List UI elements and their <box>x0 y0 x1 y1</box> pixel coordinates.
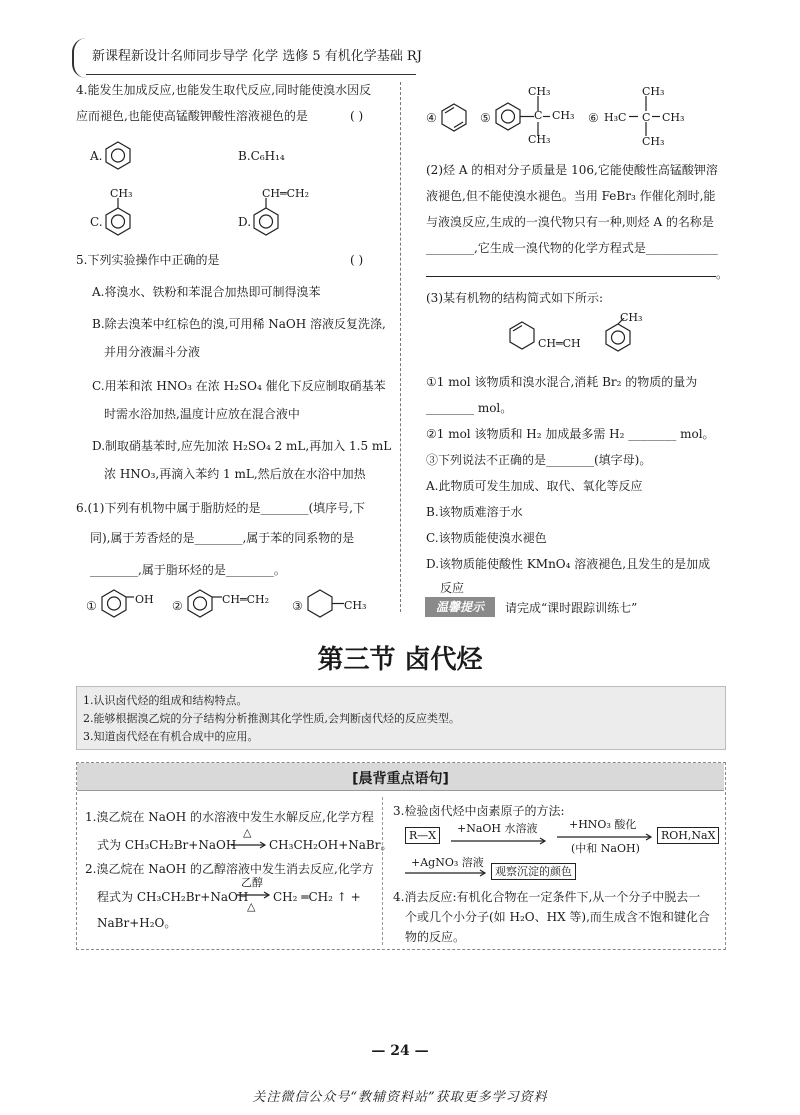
q6-struct6-ch3-right: CH₃ <box>662 111 685 124</box>
q6-2-line4: ________,它生成一溴代物的化学方程式是____________ <box>426 241 718 255</box>
reaction-arrow-icon <box>451 837 547 845</box>
q6-struct6-h3c: H₃C <box>604 111 627 124</box>
q5-answer-paren: ( ) <box>350 253 364 267</box>
recite-step3: +AgNO₃ 溶液 <box>411 856 484 869</box>
cyclohexadiene-structure-icon <box>440 102 468 132</box>
recite-point4-line1: 4.消去反应:有机化合物在一定条件下,从一个分子中脱去一 <box>393 890 701 904</box>
q6-3-option-d-line2: 反应 <box>440 581 465 595</box>
q6-struct5-ch3-right: CH₃ <box>552 109 575 122</box>
q6-3-item3: ③下列说法不正确的是________(填字母)。 <box>426 453 652 467</box>
header-rule <box>86 74 416 75</box>
recite-point1-heat: △ <box>243 826 252 839</box>
q6-struct5-ch3-top: CH₃ <box>528 85 551 98</box>
recite-point2-line1: 2.溴乙烷在 NaOH 的乙醇溶液中发生消去反应,化学方 <box>85 862 374 876</box>
recite-rx-box: R—X <box>405 827 440 844</box>
q5-line1: 5.下列实验操作中正确的是 <box>76 253 220 267</box>
footer-note: 关注微信公众号“教辅资料站”获取更多学习资料 <box>252 1090 548 1105</box>
q4-d-vinyl-label: CH═CH₂ <box>262 187 310 200</box>
morning-recite-title: [晨背重点语句] <box>352 771 449 787</box>
learning-objectives <box>76 686 726 750</box>
page-number: — 24 — <box>371 1043 429 1059</box>
q6-line3: ________,属于脂环烃的是________。 <box>90 563 286 577</box>
cyclohexene-ring-icon <box>508 320 538 352</box>
q6-struct6-num: ⑥ <box>588 111 599 125</box>
q4-option-c: C. <box>90 215 103 229</box>
q6-struct5-c: C <box>534 109 543 122</box>
benzene-ring-icon <box>104 140 132 170</box>
q6-3-item1b: ________ mol。 <box>426 401 513 415</box>
recite-point1-eq-left: 式为 CH₃CH₂Br+NaOH <box>97 838 237 852</box>
q6-struct6-ch3-bottom: CH₃ <box>642 135 665 148</box>
q6-3-option-d-line1: D.该物质能使酸性 KMnO₄ 溶液褪色,且发生的是加成 <box>426 557 711 571</box>
morning-recite-header <box>77 763 724 791</box>
recite-point2-heat: △ <box>247 900 256 913</box>
q6-struct5-ch3-bottom: CH₃ <box>528 133 551 146</box>
phenol-structure-icon <box>100 588 134 618</box>
q6-3-vinylene: CH═CH <box>538 337 581 350</box>
q6-struct2-num: ② <box>172 599 183 613</box>
q5-option-d-line1: D.制取硝基苯时,应先加浓 H₂SO₄ 2 mL,再加入 1.5 mL <box>92 439 392 453</box>
q4-line1: 4.能发生加成反应,也能发生取代反应,同时能使溴水因反 <box>76 83 372 97</box>
column-divider <box>400 82 401 612</box>
recite-product-box: ROH,NaX <box>657 827 719 844</box>
q6-3-item2: ②1 mol 该物质和 H₂ 加成最多需 H₂ ________ mol。 <box>426 427 715 441</box>
q6-struct5-num: ⑤ <box>480 111 491 125</box>
objective-item: 1.认识卤代烃的组成和结构特点。 <box>83 694 248 707</box>
q4-c-ch3-label: CH₃ <box>110 187 133 200</box>
q6-line2: 同),属于芳香烃的是________,属于苯的同系物的是 <box>90 531 355 545</box>
warm-tip <box>425 597 725 617</box>
q6-struct1-oh: OH <box>135 593 154 606</box>
q5-option-c-line1: C.用苯和浓 HNO₃ 在浓 H₂SO₄ 催化下反应制取硝基苯 <box>92 379 386 393</box>
styrene-ring-icon <box>186 588 222 618</box>
q4-option-a: A. <box>90 149 103 163</box>
recite-point1-line1: 1.溴乙烷在 NaOH 的水溶液中发生水解反应,化学方程 <box>85 810 374 824</box>
q6-struct3-num: ③ <box>292 599 303 613</box>
q6-3-line1: (3)某有机物的结构简式如下所示: <box>426 291 604 305</box>
recite-point2-solvent: 乙醇 <box>241 876 263 889</box>
q6-struct3-ch3: CH₃ <box>344 599 367 612</box>
q6-3-option-c: C.该物质能使溴水褪色 <box>426 531 547 545</box>
q6-2-line3: 与液溴反应,生成的一溴代物只有一种,则烃 A 的名称是 <box>426 215 714 229</box>
q6-struct2-vinyl: CH═CH₂ <box>222 593 270 606</box>
toluene-structure-icon <box>104 198 132 238</box>
q6-3-item1: ①1 mol 该物质和溴水混合,消耗 Br₂ 的物质的量为 <box>426 375 698 389</box>
q6-3-option-b: B.该物质难溶于水 <box>426 505 523 519</box>
q5-option-b-line2: 并用分液漏斗分液 <box>104 345 201 359</box>
reaction-arrow-icon <box>231 841 267 849</box>
q5-option-a: A.将溴水、铁粉和苯混合加热即可制得溴苯 <box>92 285 321 299</box>
objective-item: 2.能够根据溴乙烷的分子结构分析推测其化学性质,会判断卤代烃的反应类型。 <box>83 712 460 725</box>
q5-option-c-line2: 时需水浴加热,温度计应放在混合液中 <box>104 407 300 421</box>
section-title: 第三节 卤代烃 <box>317 645 483 675</box>
recite-point2-eq-right: CH₂ ═CH₂ ↑ + <box>273 890 361 904</box>
recite-step2: +HNO₃ 酸化 <box>569 818 637 831</box>
q6-struct6-c: C <box>642 111 651 124</box>
q5-option-d-line2: 浓 HNO₃,再滴入苯约 1 mL,然后放在水浴中加热 <box>104 467 366 481</box>
warm-tip-badge: 温馨提示 <box>425 597 495 617</box>
recite-point1-eq-right: CH₃CH₂OH+NaBr。 <box>269 838 393 852</box>
q6-struct4-num: ④ <box>426 111 437 125</box>
q5-option-b-line1: B.除去溴苯中红棕色的溴,可用稀 NaOH 溶液反复洗涤, <box>92 317 386 331</box>
warm-tip-text: 请完成“课时跟踪训练七” <box>505 601 638 615</box>
morning-recite-divider <box>382 797 383 945</box>
q6-2-line1: (2)烃 A 的相对分子质量是 106,它能使酸性高锰酸钾溶 <box>426 163 718 177</box>
recite-point2-eq-left: 程式为 CH₃CH₂Br+NaOH <box>97 890 249 904</box>
q4-option-d: D. <box>238 215 252 229</box>
q6-line1: 6.(1)下列有机物中属于脂肪烃的是________(填序号,下 <box>76 501 365 515</box>
reaction-arrow-icon <box>237 891 271 899</box>
q4-line2: 应而褪色,也能使高锰酸钾酸性溶液褪色的是 <box>76 109 308 123</box>
objective-item: 3.知道卤代烃在有机合成中的应用。 <box>83 730 259 743</box>
morning-recite-box <box>76 762 726 950</box>
recite-step2-note: (中和 NaOH) <box>571 842 640 855</box>
q6-2-line2: 液褪色,但不能使溴水褪色。当用 FeBr₃ 作催化剂时,能 <box>426 189 716 203</box>
recite-observe-box: 观察沉淀的颜色 <box>491 863 576 880</box>
recite-point2-eq-tail: NaBr+H₂O。 <box>97 916 177 930</box>
reaction-arrow-icon <box>405 869 487 877</box>
recite-step1: +NaOH 水溶液 <box>457 822 538 835</box>
q6-struct1-num: ① <box>86 599 97 613</box>
methylcyclohexane-structure-icon <box>306 588 346 618</box>
reaction-arrow-icon <box>557 833 653 841</box>
recite-point4-line2: 个或几个小分子(如 H₂O、HX 等),而生成含不饱和键化合 <box>405 910 710 924</box>
recite-point4-line3: 物的反应。 <box>405 930 466 944</box>
page-header-title: 新课程新设计名师同步导学 化学 选修 5 有机化学基础 RJ <box>92 49 422 64</box>
q6-3-methyl: CH₃ <box>620 311 643 324</box>
q6-2-end-mark: 。 <box>716 267 729 281</box>
styrene-structure-icon <box>252 198 280 238</box>
q4-answer-paren: ( ) <box>350 109 364 123</box>
q6-3-option-a: A.此物质可发生加成、取代、氧化等反应 <box>426 479 643 493</box>
q4-option-b: B.C₆H₁₄ <box>238 149 285 163</box>
q6-2-answer-line <box>426 276 716 277</box>
header-bracket <box>72 38 86 78</box>
q6-struct6-ch3-top: CH₃ <box>642 85 665 98</box>
recite-point3-title: 3.检验卤代烃中卤素原子的方法: <box>393 804 565 818</box>
